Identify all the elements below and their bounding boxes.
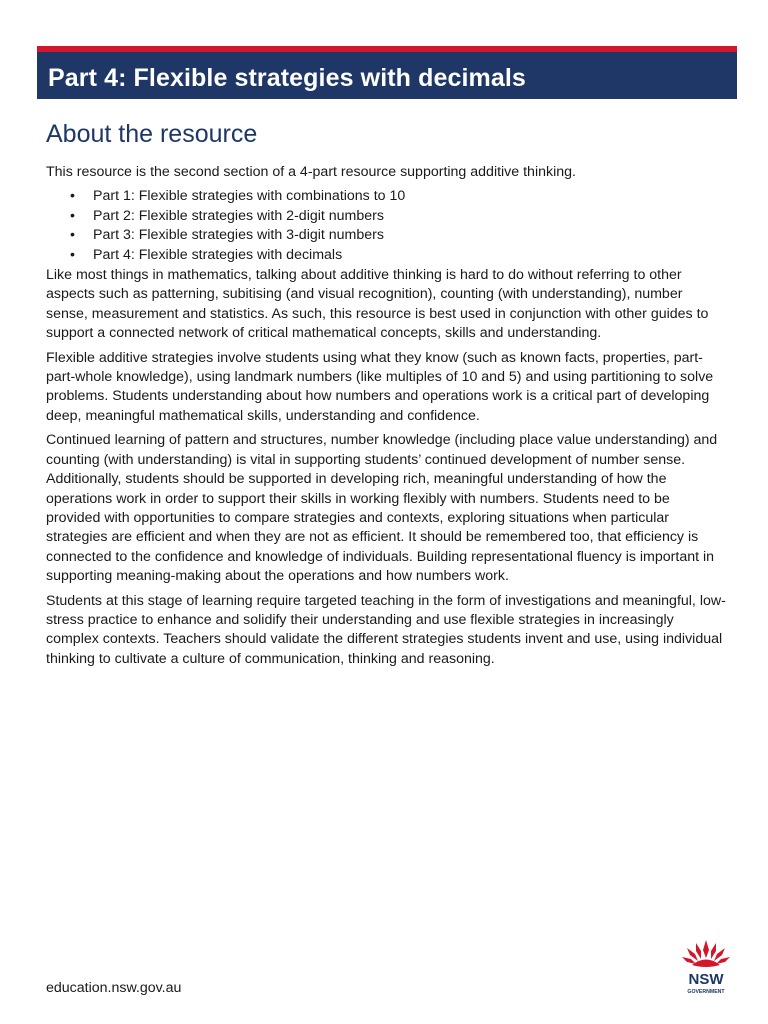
logo-subtext: GOVERNMENT <box>687 989 725 995</box>
logo-wordmark: NSW <box>688 971 724 988</box>
paragraph: Flexible additive strategies involve students using what they know (such as known facts, properties, part-part-whole knowledge), using landmark numbers (like multiples of 10 and 5) and using partitioning to solve problems. Students understanding about how numbers and operations work is a critical part of developing deep, meaningful mathematical skills, understanding and confidence. <box>46 349 714 424</box>
list-item: • Part 3: Flexible strategies with 3-digit numbers <box>93 226 726 245</box>
footer-url: education.nsw.gov.au <box>46 980 182 996</box>
paragraph: Continued learning of pattern and structures, number knowledge (including place value understanding) and counting (with understanding) is vital in supporting students’ continued development of number sense. Additionally, students should be supported in developing rich, meaningful understanding of how the operations work in order to support their skills in working flexibly with numbers. Students need to be provided with opportunities to compare strategies and contexts, exploring situations when particular strategies are efficient and when they are not as efficient. It should be remembered too, that efficiency is connected to the confidence and knowledge of individuals. Building representational fluency is important in supporting meaning-making about the operations and how numbers work. <box>46 432 718 585</box>
waratah-flower-icon <box>682 940 730 967</box>
paragraph: Like most things in mathematics, talking about additive thinking is hard to do without referring to other aspects such as patterning, subitising (and visual recognition), counting (with understanding), number sense, measurement and statistics. As such, this resource is best used in conjunction with other guides to support a connected network of critical mathematical concepts, skills and understanding. <box>46 267 709 342</box>
body-content <box>46 163 726 674</box>
list-item: • Part 4: Flexible strategies with decimals <box>93 246 726 265</box>
intro-paragraph: This resource is the second section of a 4-part resource supporting additive thinking. <box>46 164 576 180</box>
parts-list <box>46 187 726 265</box>
page-title: Part 4: Flexible strategies with decimals <box>48 64 526 92</box>
list-item: • Part 2: Flexible strategies with 2-digit numbers <box>93 207 726 226</box>
paragraph: Students at this stage of learning require targeted teaching in the form of investigations and meaningful, low-stress practice to enhance and solidify their understanding and use flexible strategies in increasingly complex contexts. Teachers should validate the different strategies students invent and use, using individual thinking to cultivate a culture of communication, thinking and reasoning. <box>46 592 726 667</box>
section-heading: About the resource <box>46 120 258 148</box>
title-banner <box>37 46 737 99</box>
list-item: • Part 1: Flexible strategies with combinations to 10 <box>93 187 726 206</box>
nsw-government-logo <box>676 938 736 1000</box>
